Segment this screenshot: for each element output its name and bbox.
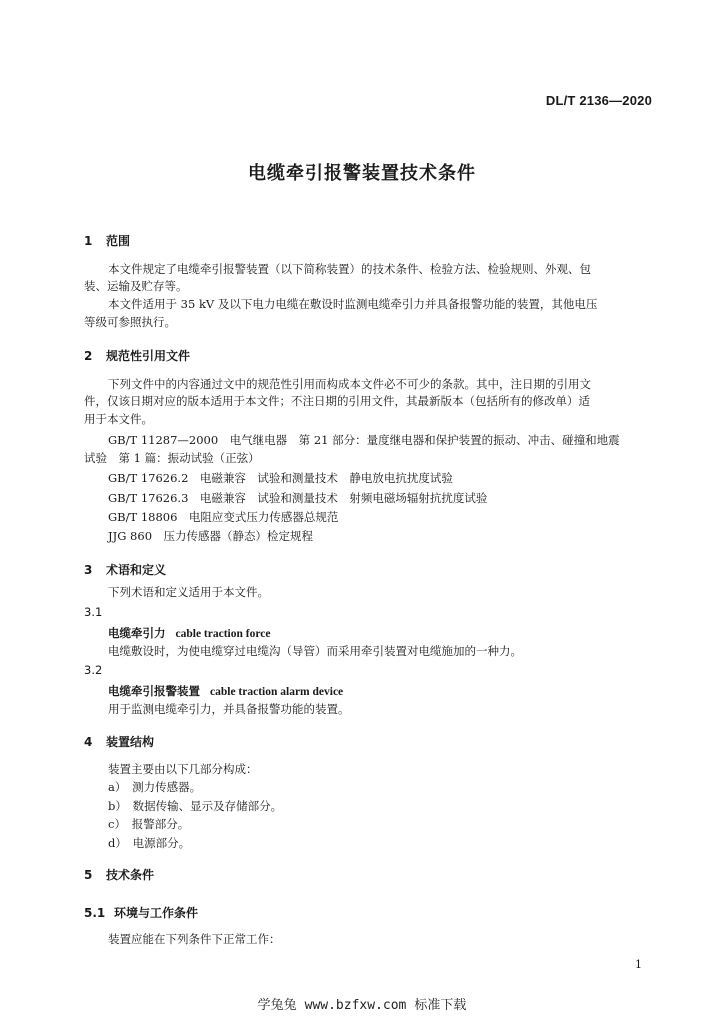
term-chinese: 电缆牵引报警装置 (108, 684, 200, 698)
paragraph-line: 本文件适用于 35 kV 及以下电力电缆在敷设时监测电缆牵引力并具备报警功能的装置，其他电压 (108, 297, 598, 311)
section-title: 范围 (106, 234, 131, 248)
paragraph-line: 装置主要由以下几部分构成： (108, 762, 258, 776)
paragraph-line: 装、运输及贮存等。 (84, 279, 188, 293)
page-number: 1 (635, 958, 642, 971)
section-3-heading (84, 561, 166, 578)
reference-line: GB/T 17626.3 电磁兼容 试验和测量技术 射频电磁场辐射抗扰度试验 (108, 491, 488, 505)
section-number: 2 (84, 349, 93, 363)
list-item: b） 数据传输、显示及存储部分。 (108, 799, 283, 813)
paragraph-line: 件，仅该日期对应的版本适用于本文件；不注日期的引用文件，其最新版本（包括所有的修改单）适 (84, 394, 590, 408)
clause-number: 3.1 (84, 605, 103, 619)
term-definition: 用于监测电缆牵引力，并具备报警功能的装置。 (108, 702, 350, 716)
section-number: 1 (84, 234, 93, 248)
list-item: a） 测力传感器。 (108, 780, 202, 794)
list-item: c） 报警部分。 (108, 817, 190, 831)
watermark-footer (0, 994, 724, 1013)
paragraph-line: 等级可参照执行。 (84, 315, 176, 329)
section-number: 5.1 (84, 906, 106, 920)
watermark-url[interactable]: www.bzfxw.com (304, 998, 407, 1013)
paragraph-line: 装置应能在下列条件下正常工作： (108, 932, 281, 946)
watermark-left: 学兔兔 (257, 998, 297, 1013)
reference-line: JJG 860 压力传感器（静态）检定规程 (108, 529, 314, 543)
watermark-right: 标准下载 (414, 998, 467, 1013)
reference-line: GB/T 18806 电阻应变式压力传感器总规范 (108, 510, 339, 524)
section-5-heading (84, 866, 154, 883)
term-entry (108, 625, 270, 641)
paragraph-line: 用于本文件。 (84, 412, 153, 426)
section-number: 5 (84, 868, 93, 882)
term-chinese: 电缆牵引力 (108, 626, 166, 640)
section-title: 环境与工作条件 (114, 906, 199, 920)
paragraph-line: 下列术语和定义适用于本文件。 (108, 585, 269, 599)
term-entry (108, 683, 343, 699)
reference-line: GB/T 11287—2000 电气继电器 第 21 部分：量度继电器和保护装置的振动、冲击、碰撞和地震 (108, 433, 620, 447)
reference-line: 试验 第 1 篇：振动试验（正弦） (84, 451, 260, 465)
term-english: cable traction alarm device (210, 686, 344, 698)
section-2-heading (84, 347, 190, 364)
clause-number: 3.2 (84, 663, 103, 677)
subsection-5-1-heading (84, 904, 198, 921)
section-title: 装置结构 (106, 735, 155, 749)
section-number: 4 (84, 735, 93, 749)
section-title: 规范性引用文件 (106, 349, 191, 363)
term-english: cable traction force (175, 628, 271, 640)
section-title: 术语和定义 (106, 563, 167, 577)
section-title: 技术条件 (106, 868, 155, 882)
paragraph-line: 本文件规定了电缆牵引报警装置（以下简称装置）的技术条件、检验方法、检验规则、外观、包 (108, 262, 591, 276)
paragraph-line: 下列文件中的内容通过文中的规范性引用而构成本文件必不可少的条款。其中，注日期的引用文 (108, 377, 591, 391)
section-1-heading (84, 232, 130, 249)
standard-code: DL/T 2136—2020 (545, 93, 652, 108)
section-4-heading (84, 733, 154, 750)
reference-line: GB/T 17626.2 电磁兼容 试验和测量技术 静电放电抗扰度试验 (108, 471, 453, 485)
section-number: 3 (84, 563, 93, 577)
list-item: d） 电源部分。 (108, 836, 191, 850)
document-title: 电缆牵引报警装置技术条件 (248, 163, 476, 184)
term-definition: 电缆敷设时，为使电缆穿过电缆沟（导管）而采用牵引装置对电缆施加的一种力。 (108, 644, 522, 658)
